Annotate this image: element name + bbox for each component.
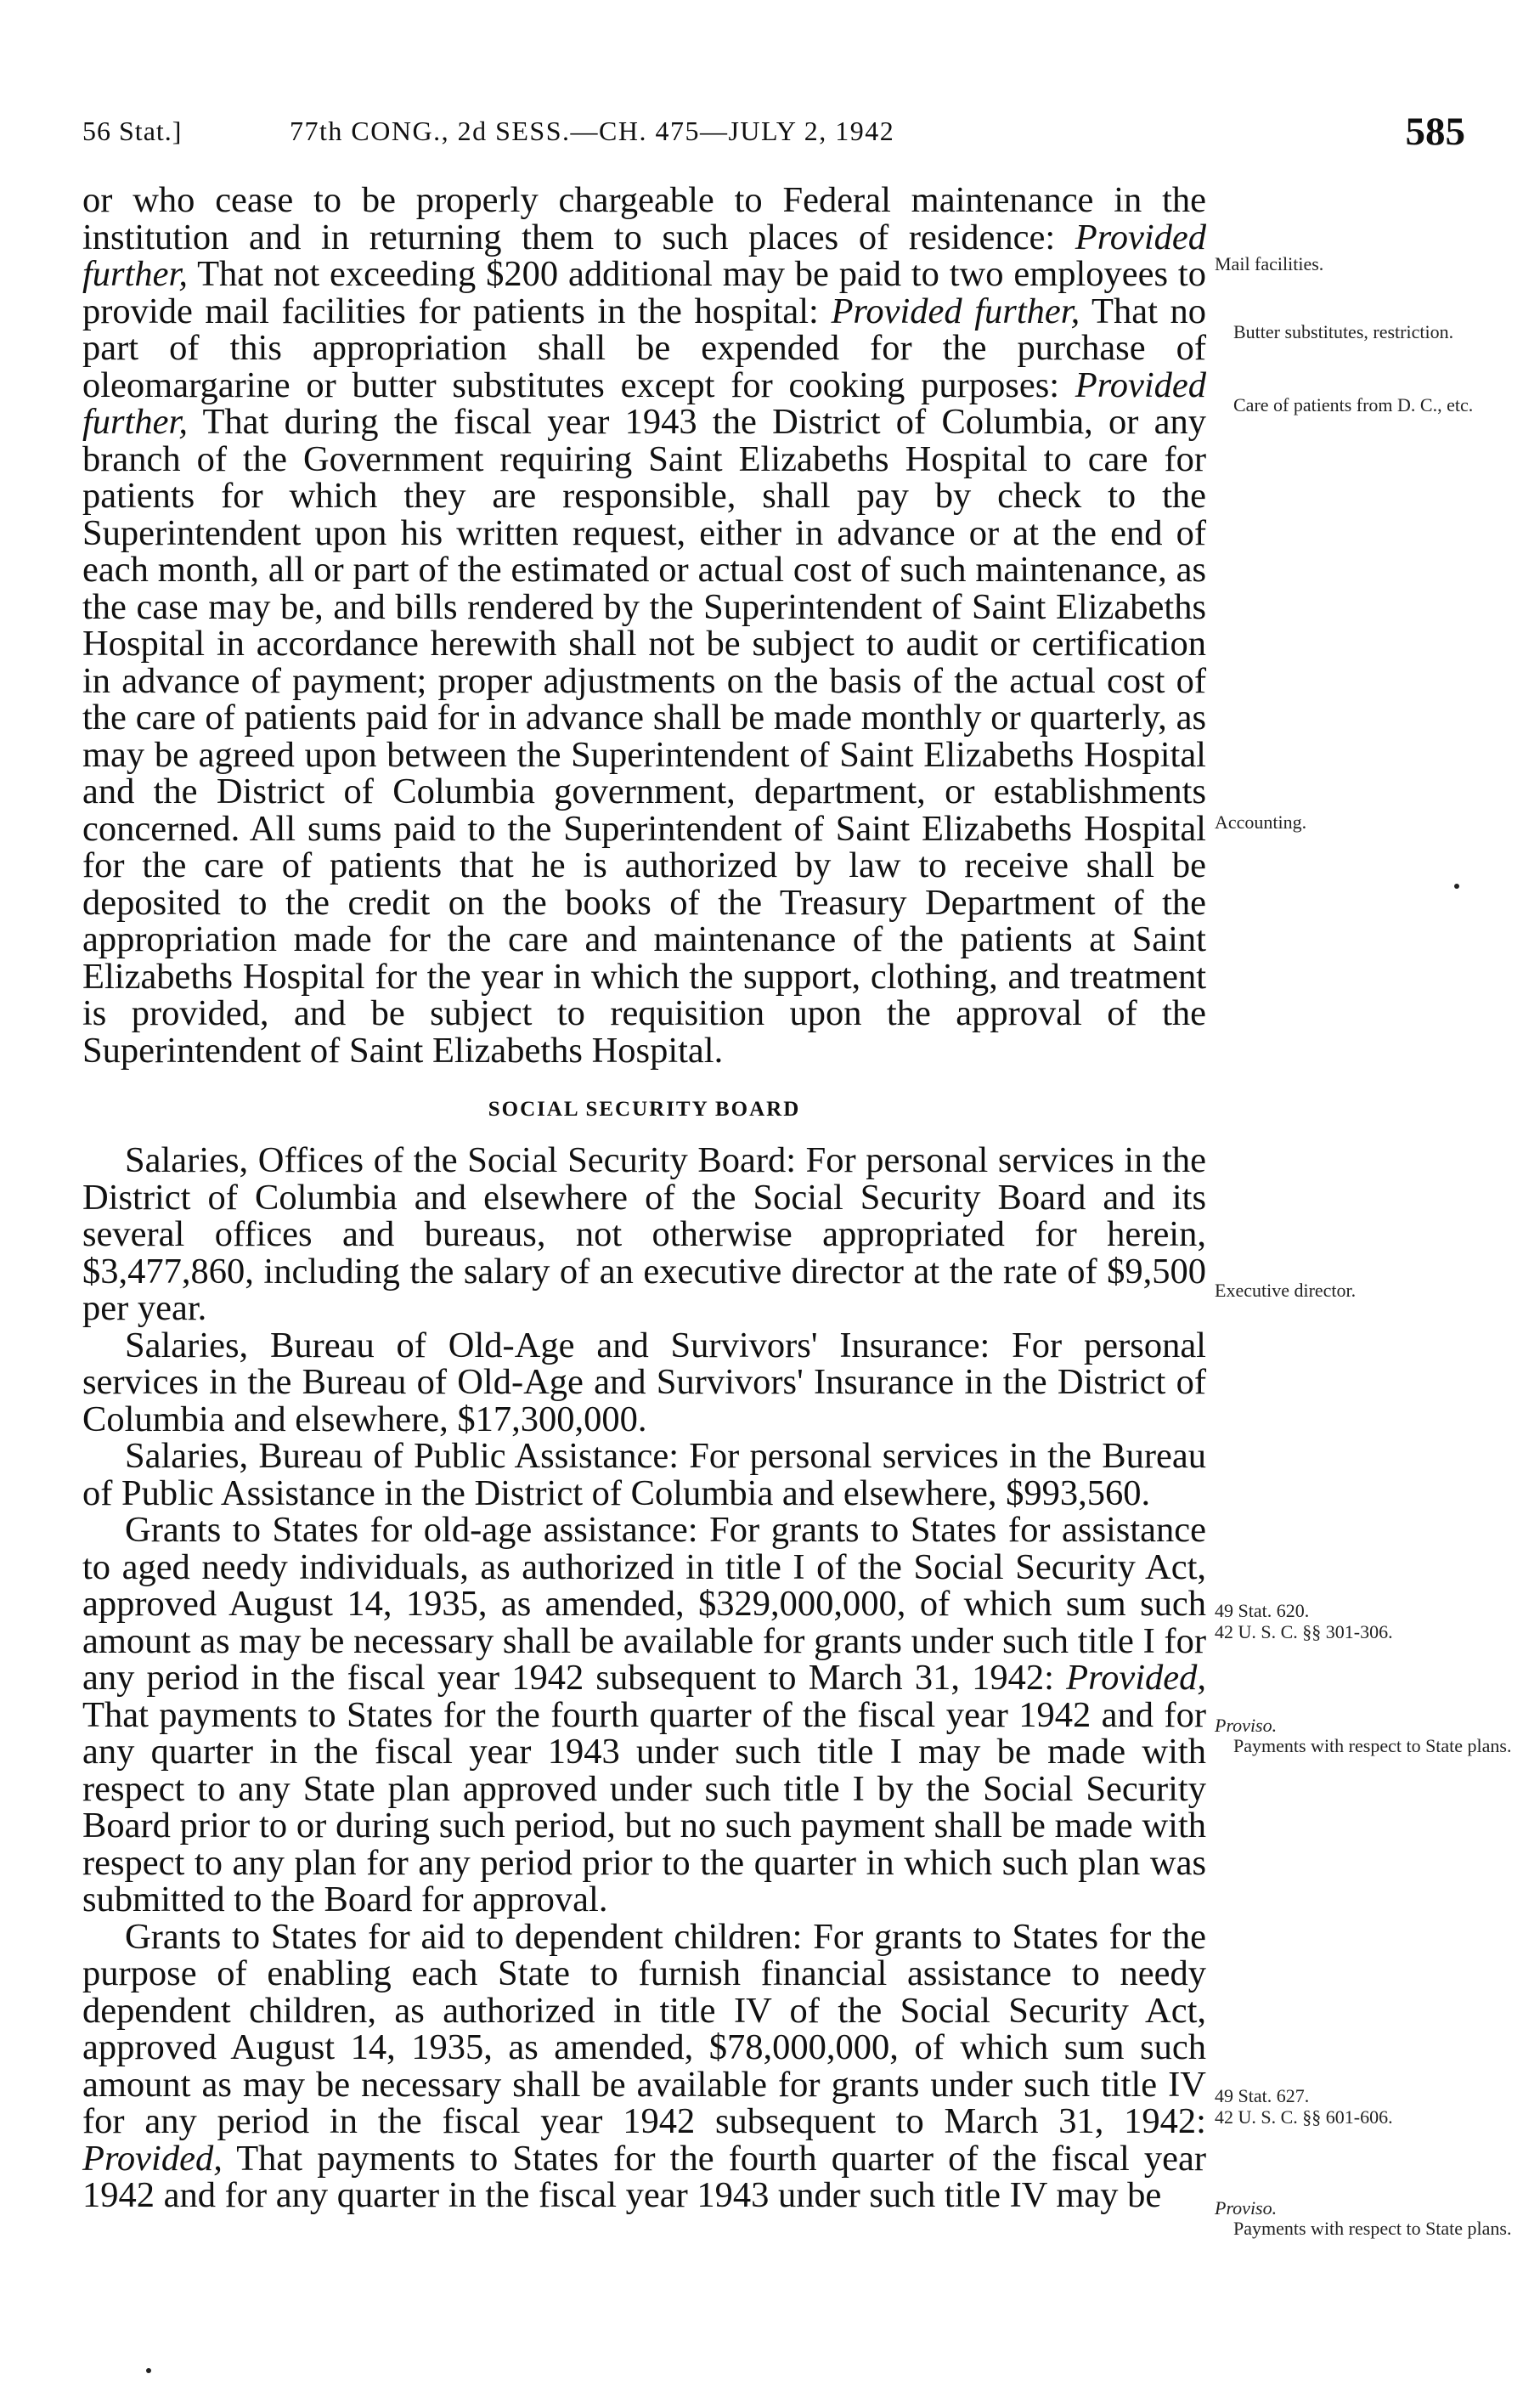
- margin-note-cite2b: 42 U. S. C. §§ 601-606.: [1215, 2106, 1393, 2128]
- margin-note-payments1: Payments with respect to State plans.: [1233, 1735, 1512, 1756]
- paragraph-saint-elizabeths: or who cease to be properly chargeable to Federal maintenance in the institution and in returning them to such places of residence: Provided further, That not exceeding $200 additional may be paid to two employees to provide mail facilities for patients in the hospital: Provided further, That no part of this appropriation shall be expended for the purchase of oleomargarine or butter substitutes except for cooking purposes: Provided further, That during the fiscal year 1943 the District of Columbia, or any branch of the Government requiring Saint Elizabeths Hospital to care for patients for which they are responsible, shall pay by check to the Superintendent upon his written request, either in advance or at the end of each month, all or part of the estimated or actual cost of such maintenance, as the case may be, and bills rendered by the Superintendent of Saint Elizabeths Hospital in accordance herewith shall not be subject to audit or certification in advance of payment; proper adjustments on the basis of the actual cost of the care of patients paid for in advance shall be made monthly or quarterly, as may be agreed upon between the Superintendent of Saint Elizabeths Hospital and the District of Columbia government, department, or establishments concerned. All sums paid to the Superintendent of Saint Elizabeths Hospital for the care of patients that he is authorized by law to receive shall be deposited to the credit on the books of the Treasury Department of the appropriation made for the care and maintenance of the patients at Saint Elizabeths Hospital for the year in which the support, clothing, and treatment is provided, and be subject to requisition upon the approval of the Superintendent of Saint Elizabeths Hospital.: [82, 180, 1206, 1071]
- margin-note-care: Care of patients from D. C., etc.: [1233, 394, 1474, 415]
- margin-note-cite1a: 49 Stat. 620.: [1215, 1600, 1310, 1621]
- congress-session-chapter: 77th CONG., 2d SESS.—CH. 475—JULY 2, 1942: [290, 116, 895, 146]
- speck-mark: [146, 2368, 151, 2373]
- page-number: 585: [1405, 110, 1465, 154]
- margin-note-mail: Mail facilities.: [1215, 253, 1324, 274]
- page-header: [82, 109, 1465, 160]
- paragraph-dependent-children-grants: Grants to States for aid to dependent children: For grants to States for the purpose of enabling each State to furnish financial assistance to needy dependent children, as authorized in title IV of the Social Security Act, approved August 14, 1935, as amended, $78,000,000, of which sum such amount as may be necessary shall be available for grants under such title IV for any period in the fiscal year 1942 subsequent to March 31, 1942: Provided, That payments to States for the fourth quarter of the fiscal year 1942 and for any quarter in the fiscal year 1943 under such title IV may be: [82, 1916, 1206, 2215]
- paragraph-salaries-offices: Salaries, Offices of the Social Security Board: For personal services in the District of Columbia and elsewhere of the Social Security Board and its several offices and bureaus, not otherwise appropriated for herein, $3,477,860, including the salary of an executive director at the rate of $9,500 per year.: [82, 1140, 1206, 1328]
- margin-note-cite1b: 42 U. S. C. §§ 301-306.: [1215, 1621, 1393, 1642]
- paragraph-salaries-public-assistance: Salaries, Bureau of Public Assistance: For personal services in the Bureau of Public Assistance in the District of Columbia and elsewhere, $993,560.: [82, 1436, 1206, 1513]
- margin-note-butter: Butter substitutes, restriction.: [1233, 321, 1454, 342]
- paragraph-old-age-grants: Grants to States for old-age assistance: For grants to States for assistance to aged needy individuals, as authorized in title I of the Social Security Act, approved August 14, 1935, as amended, $329,000,000, of which sum such amount as may be necessary shall be available for grants under such title I for any period in the fiscal year 1942 subsequent to March 31, 1942: Provided, That payments to States for the fourth quarter of the fiscal year 1942 and for any quarter in the fiscal year 1943 under such title I may be made with respect to any State plan approved under such title I by the Social Security Board prior to or during such period, but no such payment shall be made with respect to any plan for any period prior to the quarter in which such plan was submitted to the Board for approval.: [82, 1510, 1206, 1919]
- margin-note-payments2: Payments with respect to State plans.: [1233, 2218, 1512, 2239]
- margin-note-accounting: Accounting.: [1215, 811, 1307, 833]
- margin-note-proviso2: Proviso.: [1215, 2197, 1278, 2219]
- statute-volume: 56 Stat.]: [82, 116, 183, 146]
- margin-note-cite2a: 49 Stat. 627.: [1215, 2085, 1310, 2106]
- section-heading: SOCIAL SECURITY BOARD: [488, 1098, 801, 1121]
- paragraph-salaries-oasi: Salaries, Bureau of Old-Age and Survivors' Insurance: For personal services in the Bureau of Old-Age and Survivors' Insurance in the District of Columbia and elsewhere, $17,300,000.: [82, 1325, 1206, 1439]
- margin-note-executive: Executive director.: [1215, 1280, 1357, 1301]
- body-text: [82, 182, 1206, 2214]
- speck-mark: [1454, 884, 1459, 889]
- margin-note-proviso1: Proviso.: [1215, 1715, 1278, 1736]
